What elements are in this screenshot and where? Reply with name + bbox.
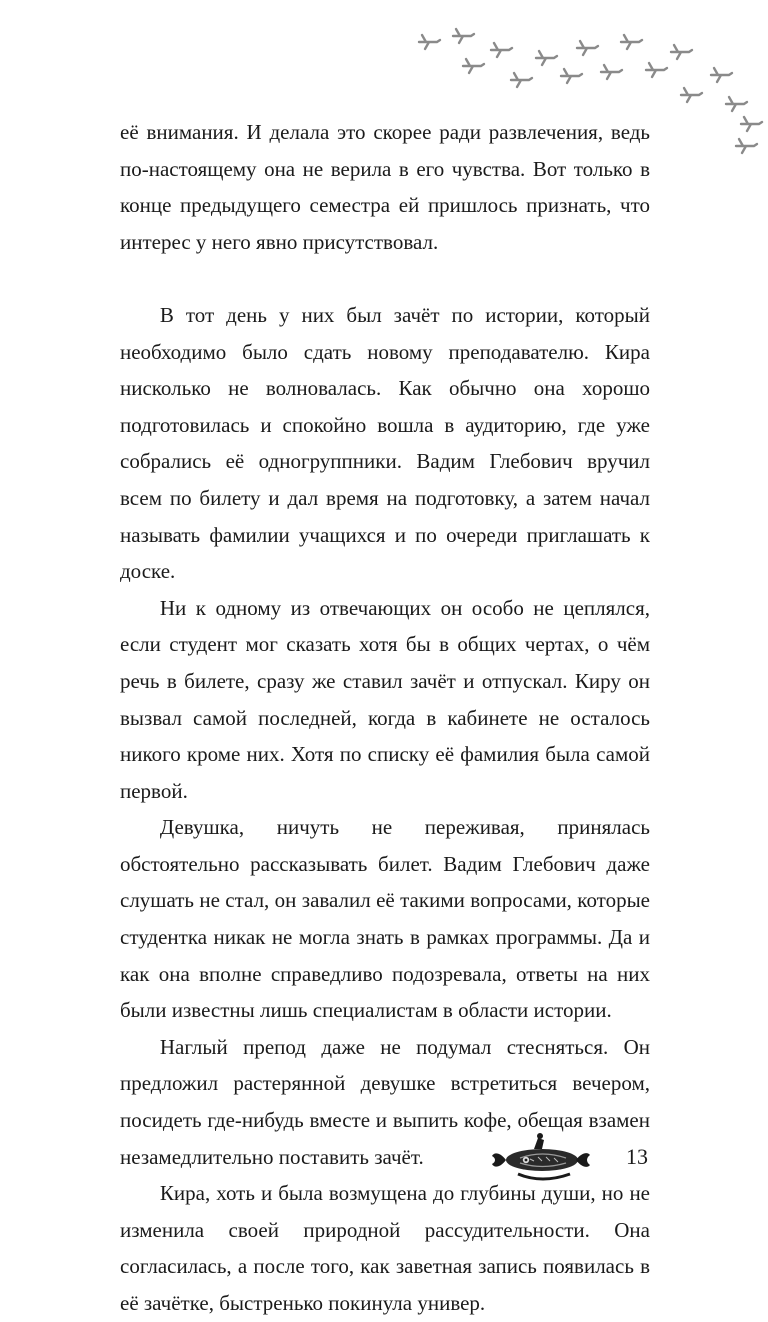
paragraph-3-text: Ни к одному из отвечающих он особо не цеплялся, если студент мог сказать хотя бы в общих чертах, о чём речь в билете, сразу же ставил зачёт и отпускал. Киру он вызвал самой последней, когда в кабинете не осталось никого кроме них. Хотя по списку её фамилия была самой первой. [120,595,650,803]
bird-icon [561,69,582,83]
bird-icon [621,35,642,49]
bird-icon [646,63,667,77]
bird-icon [671,45,692,59]
bird-icon [453,29,474,43]
bird-icon [741,117,762,131]
paragraph-1: её внимания. И делала это скорее ради развлечения, ведь по-настоящему она не верила в его чувства. Вот только в конце предыдущего семестра ей пришлось признать, что интерес у него явно присутствовал. [120,120,650,254]
paragraph-4 [120,809,650,1029]
paragraph-2-text: В тот день у них был зачёт по истории, который необходимо было сдать новому преподавателю. Кира нисколько не волновалась. Как обычно она хорошо подготовилась и спокойно вошла в аудиторию, где уже собрались её одногруппники. Вадим Глебович вручил всем по билету и дал время на подготовку, а затем начал называть фамилии учащихся и по очереди приглашать к доске. [120,302,650,584]
bird-icon [511,73,532,87]
bird-icon [726,97,747,111]
bird-icon [419,35,440,49]
paragraph-5-text: Наглый препод даже не подумал стесняться. Он предложил растерянной девушке встретиться вечером, посидеть где-нибудь вместе и выпить кофе, обещая взамен незамедлительно поставить зачёт. [120,1034,650,1169]
fish-ornament-icon [490,1130,592,1186]
bird-icon [577,41,598,55]
bird-icon [711,68,732,82]
paragraph-2 [120,260,650,589]
bird-icon [601,65,622,79]
bird-icon [491,43,512,57]
bird-icon [463,59,484,73]
bird-icon [681,88,702,102]
bird-icon [536,51,557,65]
bird-icon [736,139,757,153]
paragraph-3 [120,590,650,810]
page-number: 13 [626,1144,648,1169]
paragraph-4-text: Девушка, ничуть не переживая, принялась обстоятельно рассказывать билет. Вадим Глебович даже слушать не стал, он завалил её такими вопросами, которые студентка никак не могла знать в рамках программы. Да и как она вполне справедливо подозревала, ответы на них были известны лишь специалистам в области истории. [120,815,650,1023]
paragraph-6 [120,1175,650,1321]
paragraph-6-text: Кира, хоть и была возмущена до глубины души, но не изменила своей природной рассудительности. Она согласилась, а после того, как заветная запись появилась в её зачётке, быстренько покинула универ. [120,1181,650,1315]
